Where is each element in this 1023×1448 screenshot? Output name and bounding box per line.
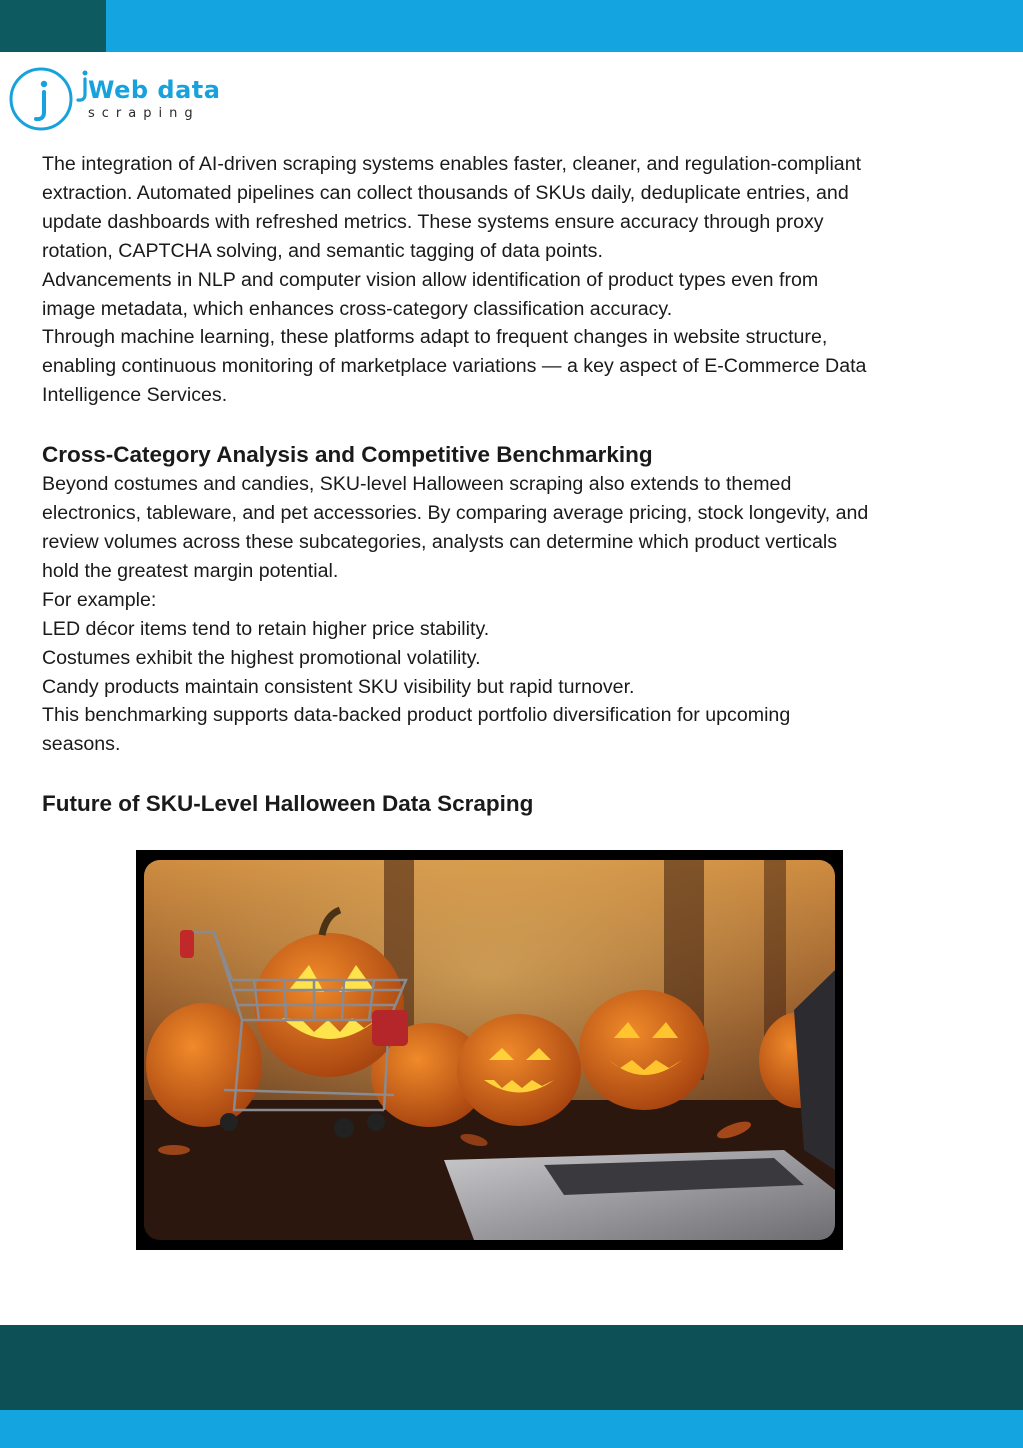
text-line: Costumes exhibit the highest promotional volatility. (42, 646, 481, 669)
text-line: Beyond costumes and candies, SKU-level Halloween scraping also extends to themed (42, 473, 792, 496)
text-line: electronics, tableware, and pet accessories. By comparing average pricing, stock longevity, and (42, 502, 869, 525)
text-line: LED décor items tend to retain higher price stability. (42, 617, 490, 640)
halloween-shopping-photo (136, 850, 843, 1250)
text-line: enabling continuous monitoring of marketplace variations — a key aspect of E-Commerce Data (42, 355, 867, 378)
text-line: update dashboards with refreshed metrics. These systems ensure accuracy through proxy (42, 210, 824, 233)
section-heading: Cross-Category Analysis and Competitive Benchmarking (42, 442, 653, 468)
section-paragraphs (42, 470, 982, 759)
text-line: rotation, CAPTCHA solving, and semantic tagging of data points. (42, 239, 603, 262)
text-line: review volumes across these subcategories, analysts can determine which product verticals (42, 530, 838, 553)
text-line: This benchmarking supports data-backed product portfolio diversification for upcoming (42, 704, 791, 727)
text-line: hold the greatest margin potential. (42, 559, 339, 582)
text-line: Through machine learning, these platforms adapt to frequent changes in website structure, (42, 326, 828, 349)
logo-i-mark-icon (8, 62, 80, 134)
footer-band (0, 1325, 1023, 1410)
footer-bar (0, 1410, 1023, 1448)
text-line: The integration of AI-driven scraping systems enables faster, cleaner, and regulation-compliant (42, 153, 862, 175)
text-line: Advancements in NLP and computer vision allow identification of product types even from (42, 268, 819, 291)
pumpkin-laptop-illustration (144, 860, 835, 1240)
logo-wordmark: Web data (88, 76, 221, 104)
text-line: seasons. (42, 733, 121, 756)
intro-paragraphs (42, 150, 982, 410)
text-line: image metadata, which enhances cross-category classification accuracy. (42, 297, 673, 320)
text-line: Candy products maintain consistent SKU visibility but rapid turnover. (42, 675, 635, 698)
logo-subtitle: scraping (88, 106, 200, 121)
section-heading: Future of SKU-Level Halloween Data Scraping (42, 791, 534, 817)
company-logo (8, 62, 238, 134)
text-line: extraction. Automated pipelines can collect thousands of SKUs daily, deduplicate entries, and (42, 181, 849, 204)
text-line: Intelligence Services. (42, 384, 228, 407)
header-accent-block (0, 0, 106, 52)
document-body (42, 150, 982, 819)
text-line: For example: (42, 588, 157, 611)
header-bar (0, 0, 1023, 52)
